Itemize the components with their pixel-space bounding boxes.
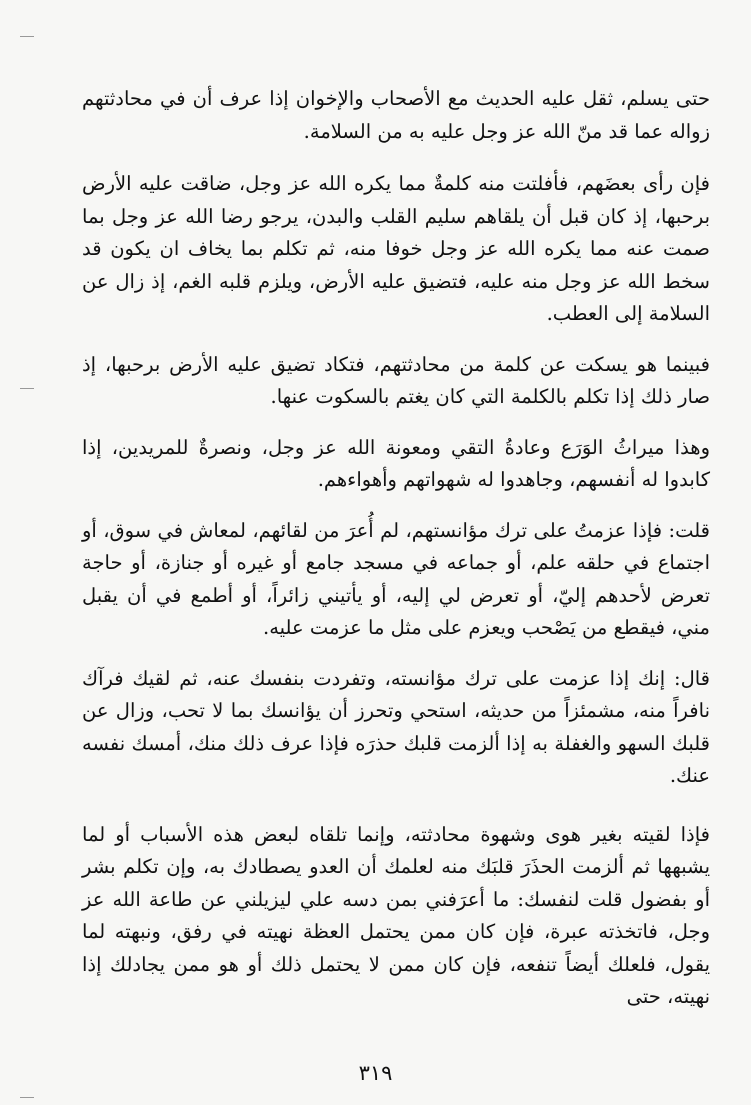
paragraph-4: وهذا ميراثُ الوَرَع وعادةُ التقي ومعونة الله عز وجل، ونصرةٌ للمريدين، إذا كابدوا له أنفسهم، وجاهدوا له شهواتهم وأهواءهم. bbox=[82, 435, 710, 491]
page-number: ٣١٩ bbox=[358, 1061, 393, 1085]
paragraph-6: قال: إنك إذا عزمت على ترك مؤانسته، وتفردت بنفسك عنه، ثم لقيك فرآك نافراً منه، مشمئزاً من حديثه، استحي وتحرز أن يؤانسك بما لا تحب، وزال عن قلبك السهو والغفلة به إذا ألزمت قلبك حذرَه فإذا عرف ذلك منك، أمسك نفسه عنك. bbox=[82, 666, 710, 787]
paragraph-5: قلت: فإذا عزمتُ على ترك مؤانستهم، لم أُعرَ من لقائهم، لمعاش في سوق، أو اجتماع في حلقه علم، أو جماعه في مسجد جامع أو غيره أو جنازة، أو حاجة تعرض لأحدهم إليّ، أو تعرض لي إليه، أو يأتيني زائراً، أو أطمع في أن يقبل مني، فيقطع من يَصْحب ويعزم على مثل ما عزمت عليه. bbox=[82, 518, 710, 639]
paragraph-1: حتى يسلم، ثقل عليه الحديث مع الأصحاب والإخوان إذا عرف أن في محادثتهم زواله عما قد منّ الله عز وجل عليه به من السلامة. bbox=[82, 87, 710, 143]
paragraph-3: فبينما هو يسكت عن كلمة من محادثتهم، فتكاد تضيق عليه الأرض برحبها، إذ صار ذلك إذا تكلم بالكلمة التي كان يغتم بالسكوت عنها. bbox=[82, 352, 710, 408]
paragraph-2: فإن رأى بعضَهم، فأفلتت منه كلمةٌ مما يكره الله عز وجل، ضاقت عليه الأرض برحبها، إذ كان قبل أن يلقاهم سليم القلب والبدن، يرجو رضا الله عز وجل بما صمت عنه مما يكره الله عز وجل خوفا منه، ثم تكلم بما يخاف ان يكون قد سخط الله عز وجل منه عليه، فتضيق عليه الأرض، ويلزم قلبه الغم، إذ زال عن السلامة إلى العطب. bbox=[82, 172, 710, 325]
margin-mark-top bbox=[20, 36, 34, 37]
page-body bbox=[82, 83, 710, 1014]
paragraph-7: فإذا لقيته بغير هوى وشهوة محادثته، وإنما تلقاه لبعض هذه الأسباب أو لما يشبهها ثم ألزمت الحذَرَ قلبَك منه لعلمك أن العدو يصطادك به، وإن تكلم بشر أو بفضول قلت لنفسك: ما أعرَفني بمن دسه علي ليزيلني عن طاعة الله عز وجل، فاتخذته عبرة، فإن كان ممن يحتمل العظة نهيته في رفق، ونبهته لما يقول، فلعلك أيضاً تنفعه، فإن كان ممن لا يحتمل ذلك أو هو ممن يجادلك إذا نهيته، حتى bbox=[82, 822, 710, 1008]
margin-mark-bottom bbox=[20, 1097, 34, 1098]
margin-mark-mid bbox=[20, 388, 34, 389]
